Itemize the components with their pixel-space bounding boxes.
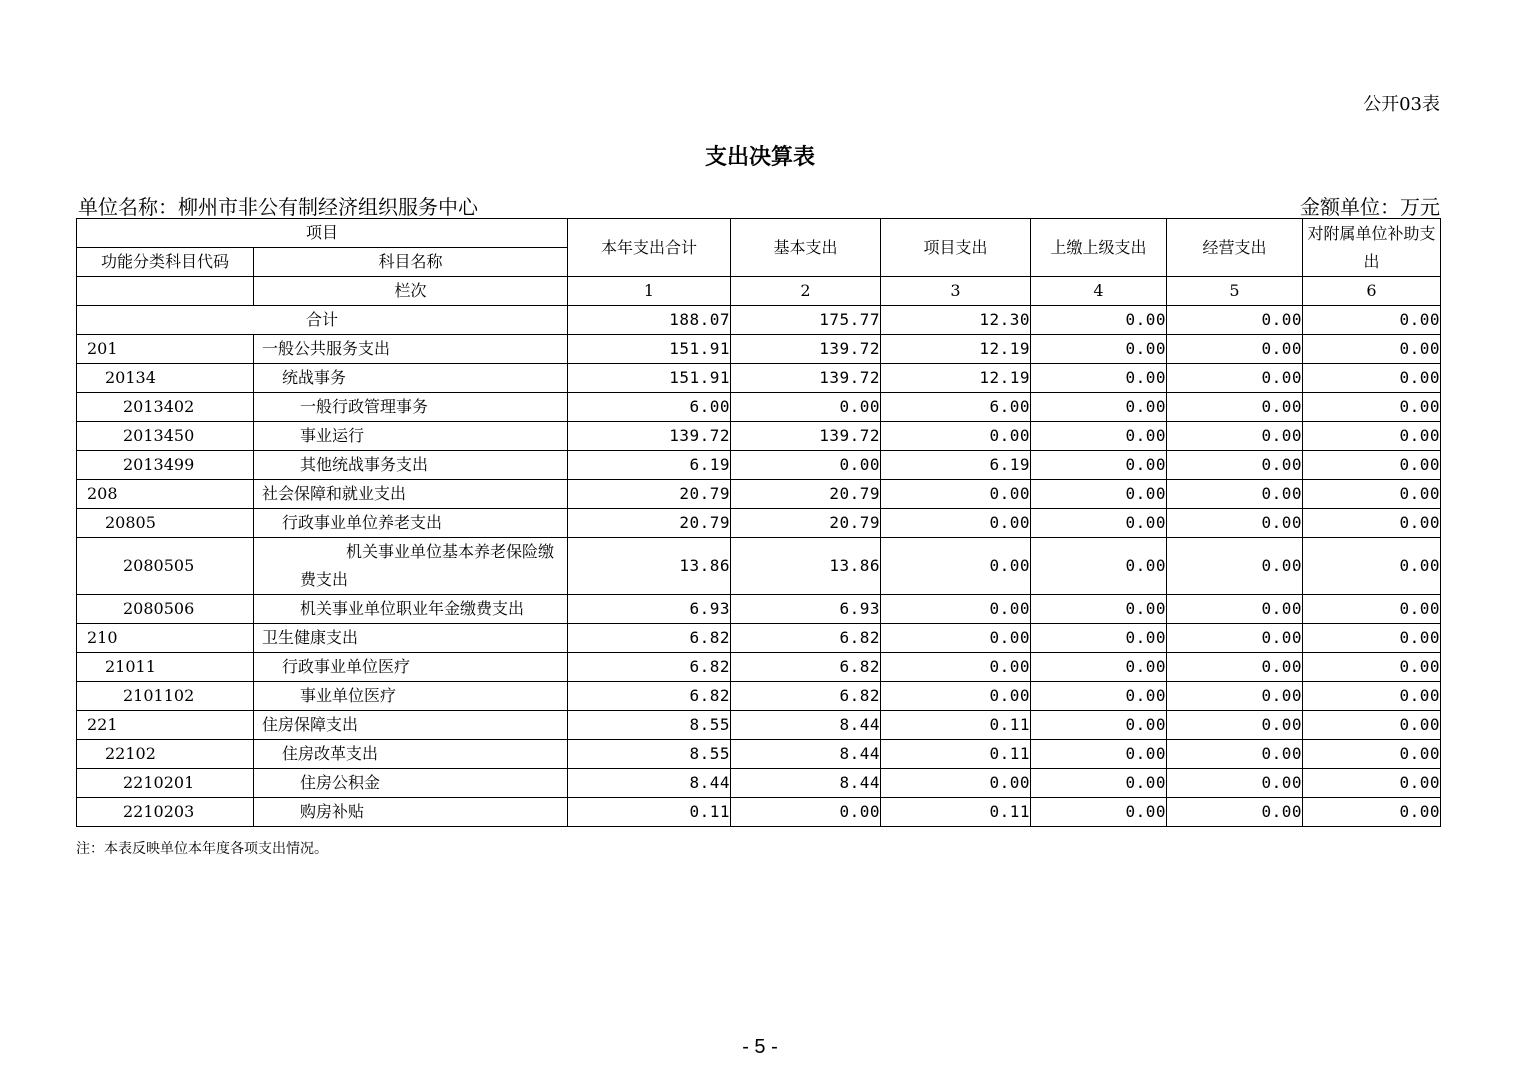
total-value: 0.00 — [1303, 306, 1441, 335]
subject-name: 行政事业单位医疗 — [254, 653, 568, 682]
amount-cell: 6.82 — [568, 682, 731, 711]
amount-cell: 0.00 — [881, 422, 1031, 451]
page-title: 支出决算表 — [704, 145, 815, 170]
subject-code: 2013450 — [77, 422, 254, 451]
amount-cell: 0.00 — [1167, 538, 1303, 595]
amount-cell: 151.91 — [568, 364, 731, 393]
amount-cell: 0.00 — [881, 480, 1031, 509]
table-row — [77, 769, 1441, 798]
amount-cell: 0.00 — [1031, 624, 1167, 653]
amount-cell: 12.19 — [881, 364, 1031, 393]
subject-name: 统战事务 — [254, 364, 568, 393]
amount-cell: 0.00 — [1031, 769, 1167, 798]
amount-cell: 0.00 — [1031, 480, 1167, 509]
subject-code: 21011 — [77, 653, 254, 682]
amount-cell: 0.00 — [881, 653, 1031, 682]
row-index-label: 栏次 — [254, 277, 568, 306]
amount-cell: 8.44 — [731, 769, 881, 798]
subject-name: 住房保障支出 — [254, 711, 568, 740]
amount-cell: 0.00 — [1303, 393, 1441, 422]
subject-code: 20805 — [77, 509, 254, 538]
table-row — [77, 451, 1441, 480]
amount-cell: 0.00 — [1031, 538, 1167, 595]
form-number: 公开03表 — [1363, 94, 1440, 115]
subject-name: 住房改革支出 — [254, 740, 568, 769]
amount-cell: 13.86 — [731, 538, 881, 595]
header-row-1 — [77, 219, 1441, 248]
table-row — [77, 480, 1441, 509]
blank-cell — [77, 277, 254, 306]
table-row — [77, 711, 1441, 740]
subject-code: 201 — [77, 335, 254, 364]
col-num-5: 5 — [1167, 277, 1303, 306]
subject-code: 22102 — [77, 740, 254, 769]
subject-name: 卫生健康支出 — [254, 624, 568, 653]
amount-cell: 0.00 — [1031, 682, 1167, 711]
amount-unit: 金额单位：万元 — [1300, 195, 1440, 219]
table-row — [77, 538, 1441, 595]
column-index-row — [77, 277, 1441, 306]
amount-cell: 0.00 — [1167, 682, 1303, 711]
subject-name: 购房补贴 — [254, 798, 568, 827]
amount-cell: 0.00 — [731, 393, 881, 422]
amount-cell: 0.00 — [1167, 451, 1303, 480]
subject-name: 一般公共服务支出 — [254, 335, 568, 364]
header-code: 功能分类科目代码 — [77, 248, 254, 277]
amount-cell: 0.00 — [1303, 740, 1441, 769]
amount-cell: 0.00 — [1167, 798, 1303, 827]
amount-cell: 0.00 — [1303, 653, 1441, 682]
subject-name: 社会保障和就业支出 — [254, 480, 568, 509]
amount-cell: 0.00 — [731, 798, 881, 827]
page-number: - 5 - — [742, 1036, 778, 1058]
table-row — [77, 509, 1441, 538]
header-col-project: 项目支出 — [881, 219, 1031, 277]
table-row — [77, 595, 1441, 624]
amount-cell: 0.11 — [568, 798, 731, 827]
amount-cell: 139.72 — [731, 364, 881, 393]
amount-cell: 0.00 — [1303, 595, 1441, 624]
amount-cell: 20.79 — [568, 480, 731, 509]
table-row — [77, 624, 1441, 653]
table-row — [77, 682, 1441, 711]
total-value: 175.77 — [731, 306, 881, 335]
amount-cell: 6.00 — [881, 393, 1031, 422]
amount-cell: 0.11 — [881, 740, 1031, 769]
col-num-4: 4 — [1031, 277, 1167, 306]
amount-cell: 0.00 — [731, 451, 881, 480]
amount-cell: 0.00 — [1031, 422, 1167, 451]
amount-cell: 0.00 — [1031, 335, 1167, 364]
amount-cell: 0.00 — [881, 538, 1031, 595]
amount-cell: 0.00 — [1303, 364, 1441, 393]
amount-cell: 0.00 — [1167, 653, 1303, 682]
amount-cell: 0.00 — [1167, 624, 1303, 653]
header-col-subsidy: 对附属单位补助支出 — [1303, 219, 1441, 277]
amount-cell: 6.00 — [568, 393, 731, 422]
amount-cell: 6.82 — [731, 624, 881, 653]
col-num-3: 3 — [881, 277, 1031, 306]
total-value: 12.30 — [881, 306, 1031, 335]
col-num-1: 1 — [568, 277, 731, 306]
header-item: 项目 — [77, 219, 568, 248]
subject-code: 20134 — [77, 364, 254, 393]
amount-cell: 0.00 — [881, 769, 1031, 798]
amount-cell: 6.19 — [568, 451, 731, 480]
amount-cell: 0.00 — [1303, 422, 1441, 451]
amount-cell: 139.72 — [731, 335, 881, 364]
amount-cell: 0.00 — [1167, 740, 1303, 769]
subject-name: 一般行政管理事务 — [254, 393, 568, 422]
amount-cell: 6.93 — [568, 595, 731, 624]
amount-cell: 0.00 — [1303, 335, 1441, 364]
subject-name: 住房公积金 — [254, 769, 568, 798]
amount-cell: 139.72 — [731, 422, 881, 451]
amount-cell: 0.00 — [1031, 798, 1167, 827]
amount-cell: 0.00 — [1167, 769, 1303, 798]
amount-cell: 8.55 — [568, 740, 731, 769]
subject-code: 2210201 — [77, 769, 254, 798]
amount-cell: 0.00 — [1303, 480, 1441, 509]
amount-cell: 0.00 — [881, 595, 1031, 624]
amount-cell: 8.44 — [731, 711, 881, 740]
amount-cell: 0.00 — [881, 682, 1031, 711]
amount-cell: 0.00 — [1031, 393, 1167, 422]
amount-cell: 151.91 — [568, 335, 731, 364]
subject-code: 2080505 — [77, 538, 254, 595]
amount-cell: 0.00 — [1303, 798, 1441, 827]
amount-cell: 12.19 — [881, 335, 1031, 364]
table-row — [77, 653, 1441, 682]
amount-cell: 0.00 — [1031, 740, 1167, 769]
amount-cell: 0.00 — [1031, 653, 1167, 682]
amount-cell: 0.00 — [1303, 711, 1441, 740]
amount-cell: 6.82 — [731, 682, 881, 711]
amount-cell: 0.00 — [1303, 509, 1441, 538]
subject-code: 221 — [77, 711, 254, 740]
amount-cell: 0.00 — [881, 624, 1031, 653]
subject-name: 事业运行 — [254, 422, 568, 451]
amount-cell: 6.82 — [568, 653, 731, 682]
subject-name: 机关事业单位职业年金缴费支出 — [254, 595, 568, 624]
amount-cell: 0.00 — [1167, 595, 1303, 624]
table-row — [77, 393, 1441, 422]
subject-name: 机关事业单位基本养老保险缴费支出 — [254, 538, 568, 595]
amount-cell: 0.00 — [1303, 538, 1441, 595]
amount-cell: 20.79 — [731, 509, 881, 538]
subject-code: 2013402 — [77, 393, 254, 422]
amount-cell: 13.86 — [568, 538, 731, 595]
amount-cell: 0.00 — [1167, 480, 1303, 509]
subject-code: 210 — [77, 624, 254, 653]
amount-cell: 0.00 — [1303, 624, 1441, 653]
subject-code: 208 — [77, 480, 254, 509]
amount-cell: 0.00 — [1031, 711, 1167, 740]
subject-code: 2210203 — [77, 798, 254, 827]
amount-cell: 8.44 — [731, 740, 881, 769]
amount-cell: 0.00 — [881, 509, 1031, 538]
amount-cell: 8.44 — [568, 769, 731, 798]
table-note: 注：本表反映单位本年度各项支出情况。 — [76, 841, 328, 857]
amount-cell: 0.00 — [1031, 595, 1167, 624]
header-col-remit: 上缴上级支出 — [1031, 219, 1167, 277]
subject-code: 2101102 — [77, 682, 254, 711]
total-value: 0.00 — [1167, 306, 1303, 335]
amount-cell: 0.00 — [1031, 509, 1167, 538]
col-num-6: 6 — [1303, 277, 1441, 306]
amount-cell: 0.11 — [881, 798, 1031, 827]
expenditure-table — [76, 218, 1441, 827]
table-row — [77, 335, 1441, 364]
amount-cell: 0.00 — [1303, 769, 1441, 798]
amount-cell: 139.72 — [568, 422, 731, 451]
amount-cell: 8.55 — [568, 711, 731, 740]
amount-cell: 0.00 — [1167, 335, 1303, 364]
amount-cell: 6.82 — [731, 653, 881, 682]
subject-name: 事业单位医疗 — [254, 682, 568, 711]
amount-cell: 0.00 — [1303, 682, 1441, 711]
table-row — [77, 740, 1441, 769]
amount-cell: 0.00 — [1167, 393, 1303, 422]
amount-cell: 0.00 — [1167, 509, 1303, 538]
amount-cell: 0.00 — [1167, 711, 1303, 740]
total-row — [77, 306, 1441, 335]
amount-cell: 6.19 — [881, 451, 1031, 480]
amount-cell: 0.00 — [1031, 364, 1167, 393]
total-value: 188.07 — [568, 306, 731, 335]
subject-name: 行政事业单位养老支出 — [254, 509, 568, 538]
header-name: 科目名称 — [254, 248, 568, 277]
amount-cell: 20.79 — [731, 480, 881, 509]
amount-cell: 0.11 — [881, 711, 1031, 740]
total-label: 合计 — [77, 306, 568, 335]
total-value: 0.00 — [1031, 306, 1167, 335]
table-row — [77, 798, 1441, 827]
col-num-2: 2 — [731, 277, 881, 306]
amount-cell: 0.00 — [1303, 451, 1441, 480]
amount-cell: 0.00 — [1167, 364, 1303, 393]
subject-code: 2013499 — [77, 451, 254, 480]
unit-name: 单位名称：柳州市非公有制经济组织服务中心 — [78, 195, 478, 219]
amount-cell: 0.00 — [1167, 422, 1303, 451]
subject-code: 2080506 — [77, 595, 254, 624]
header-col-total: 本年支出合计 — [568, 219, 731, 277]
header-col-business: 经营支出 — [1167, 219, 1303, 277]
amount-cell: 6.93 — [731, 595, 881, 624]
amount-cell: 6.82 — [568, 624, 731, 653]
amount-cell: 0.00 — [1031, 451, 1167, 480]
table-row — [77, 422, 1441, 451]
header-col-basic: 基本支出 — [731, 219, 881, 277]
amount-cell: 20.79 — [568, 509, 731, 538]
subject-name: 其他统战事务支出 — [254, 451, 568, 480]
table-row — [77, 364, 1441, 393]
